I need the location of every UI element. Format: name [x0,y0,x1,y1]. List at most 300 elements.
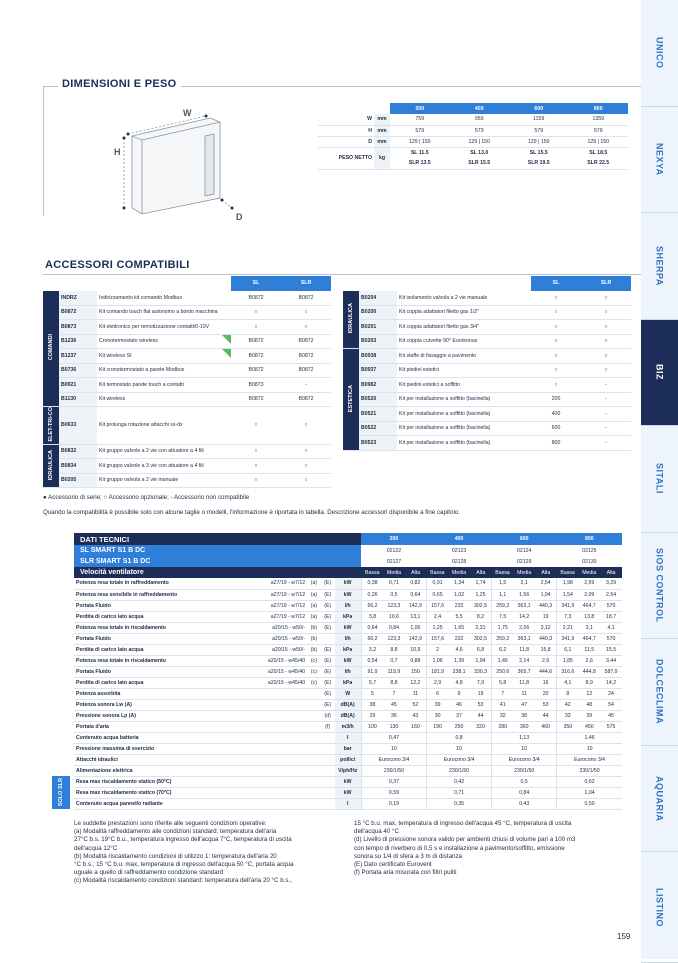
tech-cell: 19 [535,611,557,622]
tech-cell: 38 [513,710,535,721]
sidebar-tab-sitali[interactable] [641,426,678,533]
accessory-code: INDRZ [59,291,97,306]
accessory-code: B0520 [359,392,397,407]
acc-right-header-sl: SL [531,276,581,291]
tech-row-note2: (E) [321,611,335,622]
tech-cell: 13,1 [405,611,427,622]
accessory-row [343,436,631,451]
tech-row-unit: l/h [335,633,361,644]
tech-cell: 232 [448,600,470,611]
speed-media: Media [578,567,600,578]
tech-cell: 4,1 [557,677,579,688]
tech-cell: 157,6 [427,600,449,611]
accessory-code: B0205 [59,473,97,488]
accessory-slr: B0872 [281,392,331,407]
sidebar-tab-unico[interactable] [641,0,678,107]
tech-cell: 47 [513,699,535,710]
tech-row [74,655,622,666]
dim-row-label: H [318,125,374,136]
note-line: (b) Modalità riscaldamento condizioni di utilizzo 1: temperatura dell'aria 20 [74,852,277,860]
accessory-slr: B0872 [281,349,331,364]
accessory-row [43,459,331,474]
tech-row [74,644,622,655]
tech-cell: 302,5 [470,600,492,611]
tech-row-cond: a20/15 - w50/- [245,633,307,644]
tech-cell: 450 [578,721,600,732]
tech-row-unit: kW [335,622,361,633]
accessory-sl: 400 [531,407,581,422]
accessory-row [343,363,631,378]
accessories-table-right [343,276,631,451]
tech-cell: 2,4 [427,611,449,622]
tech-row [74,578,622,589]
tech-cell: 0,84 [492,787,557,798]
accessory-sl: ○ [531,320,581,335]
tech-cell: 1,98 [557,578,579,589]
tech-cell: 2,21 [557,622,579,633]
product-dimension-figure [110,108,250,226]
group-elet-tri-co [43,407,59,445]
tech-cell: 230/1/50 [557,765,622,776]
accessory-row [343,378,631,393]
accessory-slr: - [581,436,631,451]
accessory-code: B0522 [359,421,397,436]
tech-row-unit: V/ph/Hz [335,765,361,776]
accessory-sl: 800 [531,436,581,451]
tech-row-label: Perdita di carico lato acqua [74,611,245,622]
tech-cell: 440,3 [535,633,557,644]
speed-alta: Alta [600,567,622,578]
tech-cell: 0,84 [383,622,405,633]
tech-cell: 330,3 [470,666,492,677]
accessory-desc: Kit per installazione a soffitto (bacinella) [397,421,531,436]
accessory-row [343,320,631,335]
tech-row-note1: (c) [307,677,321,688]
tech-row-cond: a20/15 - w45/40 [245,666,307,677]
sidebar-tab-label: SITALI [654,463,665,495]
speed-bassa: Bassa [557,567,579,578]
accessory-slr: B0872 [281,363,331,378]
tech-row-label: Perdita di carico lato acqua [74,644,245,655]
tech-row-unit: kPa [335,644,361,655]
tech-row-unit: kPa [335,677,361,688]
sidebar-tab-label: DOLCECLIMA [654,659,665,725]
tech-row-label: Potenza resa totale in raffreddamento [74,578,245,589]
tech-row-cond [245,699,307,710]
dim-row [318,136,628,147]
tech-cell: 0,35 [427,798,492,809]
accessory-row [343,421,631,436]
tech-cell: 0,7 [383,655,405,666]
tech-cell: 8,2 [470,611,492,622]
note-line: dell'acqua 12°C [74,844,118,852]
accessory-row [43,334,331,349]
sidebar-tab-label: SHERPA [654,245,665,286]
tech-cell: 18,7 [600,611,622,622]
accessory-sl: B0873 [231,378,281,393]
tech-cell: 7,9 [470,677,492,688]
dimensions-title: DIMENSIONI E PESO [58,78,181,90]
accessory-code: B0921 [59,378,97,393]
tech-merged-row [74,787,622,798]
tech-title: DATI TECNICI [74,533,361,545]
accessory-desc: Kit per installazione a soffitto (bacinella) [397,407,531,422]
tech-cell: 14,2 [600,677,622,688]
accessory-desc: Kit per installazione a soffitto (bacinella) [397,392,531,407]
tech-row-unit: bar [335,743,361,754]
accessory-code: B1130 [59,392,97,407]
tech-cell: 48 [578,699,600,710]
tech-row-note1 [307,710,321,721]
tech-cell: 43 [405,710,427,721]
tech-cell: 4,6 [448,644,470,655]
tech-cell: 157,6 [427,633,449,644]
tech-cell: 36 [383,710,405,721]
wireless-flag-icon [222,349,231,358]
tech-row [74,622,622,633]
tech-cell: 1,5 [492,578,514,589]
sidebar-tab-nexya[interactable] [641,107,678,214]
tech-cell: 230/1/50 [492,765,557,776]
tech-size-200: 200 [361,533,426,545]
accessory-code: B0938 [359,349,397,364]
tech-row-label: Contenuto acqua pannello radiante [74,798,335,809]
page-number: 159 [617,932,631,941]
tech-cell: 1,94 [470,655,492,666]
tech-cell: 259,2 [492,633,514,644]
tech-cell: 10,6 [383,611,405,622]
speed-label: Velocità ventilatore [74,567,361,578]
tech-row-note1: (b) [307,644,321,655]
tech-row-unit: kW [335,655,361,666]
accessory-slr: ○ [581,320,631,335]
dim-cell: 129 | 150 [569,136,629,147]
tech-cell: Eurocono 3/4 [427,754,492,765]
tech-cell: 91,9 [361,666,383,677]
sidebar-tab-label: AQUARIA [654,775,665,821]
notes-right [354,820,624,877]
tech-row-unit: m3/h [335,721,361,732]
accessory-row [343,305,631,320]
accessory-slr: ○ [581,291,631,306]
speed-bassa: Bassa [427,567,449,578]
weight-sl-200: SL 11.5 [410,149,429,156]
wireless-flag-icon [222,335,231,344]
accessory-sl: ○ [531,291,581,306]
tech-merged-row [74,743,622,754]
tech-row-unit: kW [335,787,361,798]
accessory-code: B0736 [59,363,97,378]
code-sl-800: 02125 [582,547,597,554]
dim-cell: 759 [390,114,450,125]
tech-cell: 6,2 [492,644,514,655]
accessory-row [343,349,631,364]
note-line: (E) Dato certificato Eurovent [354,860,432,868]
accessory-slr: B0872 [281,291,331,306]
tech-row-note2: (E) [321,622,335,633]
sidebar-tab-aquaria[interactable] [641,746,678,853]
sidebar-tab-label: BIZ [654,364,665,381]
accessory-row [343,334,631,349]
tech-cell: 440,3 [535,600,557,611]
note-line: uguale a quello di raffreddamento condizione standard [74,869,224,877]
tech-cell: 5,7 [361,677,383,688]
tech-cell: 33 [557,710,579,721]
sidebar-tab-sherpa[interactable] [641,213,678,320]
tech-cell: 37 [448,710,470,721]
tech-cell: 1,74 [470,578,492,589]
tech-row [74,611,622,622]
accessory-sl: 600 [531,421,581,436]
accessory-desc: Kit staffe di fissaggio a pavimento [397,349,531,364]
tech-cell: 0,19 [361,798,426,809]
tech-cell: 0,62 [557,776,622,787]
tech-row-cond: a20/15 - w50/- [245,622,307,633]
tech-size-800: 800 [557,533,622,545]
accessory-code: B0834 [59,459,97,474]
weight-label: PESO NETTO [318,147,374,169]
accessory-sl: ○ [231,459,281,474]
tech-cell: 11,8 [513,677,535,688]
accessory-row [343,291,631,306]
group-label: IDRAULICA [348,303,354,334]
tech-cell: 464,7 [578,633,600,644]
tech-cell: 250,6 [492,666,514,677]
tech-row-note2: (E) [321,699,335,710]
tech-cell: 7,5 [492,611,514,622]
accessory-code: B0203 [359,334,397,349]
accessory-sl: B0872 [231,392,281,407]
tech-cell: 1,34 [448,578,470,589]
dim-cell: 1159 [509,114,569,125]
dim-row-unit: mm [374,114,390,125]
group-idraulica [43,444,59,488]
group-label: IDRAULICA [48,449,54,480]
accessory-slr: ○ [281,473,331,488]
tech-cell: 460 [535,721,557,732]
tech-row-label: Resa max riscaldamento statico (50°C) [74,776,335,787]
sidebar-tab-biz[interactable] [641,320,678,427]
tech-row-unit: dB(A) [335,699,361,710]
tech-cell: 3,8 [361,611,383,622]
weight-sl-800: SL 18.5 [589,149,608,156]
tech-cell: 1,56 [513,589,535,600]
solo-slr-tag [52,776,70,809]
tech-row-note2: (E) [321,600,335,611]
tech-row-cond: a20/15 - w45/40 [245,655,307,666]
accessory-desc: Indirizzamento kit comando Modbus [97,291,231,306]
tech-row-label: Potenza sonora Lw (A) [74,699,245,710]
accessory-code: B0832 [59,444,97,459]
tech-cell: 14,2 [513,611,535,622]
tech-row-cond: a27/19 - w7/12 [245,611,307,622]
tech-cell: 341,9 [557,600,579,611]
tech-cell: 16 [535,677,557,688]
accessory-desc: Kit piedini estetici [397,363,531,378]
tech-row-note2: (E) [321,578,335,589]
accessories-note: Quando la compatibilità è possibile solo con alcune taglie o modelli, l'informazione è riportata in tabella. Descrizione accessori disponibile a fine capitolo. [43,509,461,516]
accessory-desc: Kit coppia adattatori filetto gas 3/4" [397,320,531,335]
group-label: COMANDI [48,334,54,361]
tech-cell: 1,06 [427,655,449,666]
tech-size-600: 600 [492,533,557,545]
tech-cell: 7 [492,688,514,699]
tech-cell: 0,50 [557,798,622,809]
tech-cell: 1,54 [557,589,579,600]
tech-row-note2: (E) [321,677,335,688]
tech-row-label: Portata Fluido [74,600,245,611]
tech-row-unit: l [335,732,361,743]
note-line: con tempo di riverbero di 0,5 s e installazione a pavimento/soffitto, emissione [354,844,565,852]
tech-cell: 3,12 [535,622,557,633]
note-line: (c) Modalità riscaldamento condizioni standard: temperatura dell'aria 20 °C b.s., [74,877,292,885]
tech-cell: 5 [361,688,383,699]
tech-cell: 44 [470,710,492,721]
group-comandi [43,291,59,407]
accessory-code: B1236 [59,334,97,349]
accessory-desc: Kit wireless SI [97,349,231,364]
tech-cell: 7 [383,688,405,699]
accessory-sl: B0872 [231,363,281,378]
note-line: sonora su 1/4 di sfera a 3 m di distanza [354,852,462,860]
accessories-rule [43,274,641,275]
tech-cell: 1,25 [427,622,449,633]
tech-row-label: Portata Fluido [74,633,245,644]
tech-cell: 45 [383,699,405,710]
tech-row-label: Portata d'aria [74,721,245,732]
accessory-desc: Kit cronotermostato a parete Modbus [97,363,231,378]
tech-merged-row [74,798,622,809]
tech-cell: 280 [492,721,514,732]
speed-alta: Alta [470,567,492,578]
accessory-sl: ○ [531,305,581,320]
sidebar-tab-label: UNICO [654,37,665,69]
dim-row [318,125,628,136]
tech-cell: 1,1 [492,589,514,600]
accessory-code: B0982 [359,378,397,393]
tech-row-note1: (c) [307,655,321,666]
tech-row-note1: (a) [307,611,321,622]
tech-row-label: Resa max riscaldamento statico (70°C) [74,787,335,798]
tech-cell: 38 [361,699,383,710]
tech-cell: 4,8 [448,677,470,688]
accessory-code: B0523 [359,436,397,451]
tech-cell: 5,8 [492,677,514,688]
dim-cell: 579 [450,125,510,136]
accessory-row [43,378,331,393]
tech-cell: 238,1 [448,666,470,677]
tech-cell: 1,94 [535,589,557,600]
tech-cell: 1,13 [492,732,557,743]
dim-row-label: W [318,114,374,125]
tech-cell: 10,9 [405,644,427,655]
accessory-slr: ○ [581,305,631,320]
accessory-code: B0937 [359,363,397,378]
tech-cell: 575 [600,721,622,732]
dim-row-unit: mm [374,136,390,147]
tech-cell: 0,91 [427,578,449,589]
tech-row-label: Potenza resa totale in riscaldamento [74,622,245,633]
tech-cell: 39 [578,710,600,721]
sidebar-tab-listino[interactable] [641,852,678,963]
tech-row-note1: (c) [307,666,321,677]
tech-cell: 363,1 [513,600,535,611]
tech-cell: 230/1/50 [427,765,492,776]
note-line: (f) Portata aria misurata con filtri puliti [354,869,457,877]
tech-cell: 29 [361,710,383,721]
speed-media: Media [383,567,405,578]
accessory-desc: Kit piedini estetici a soffitto [397,378,531,393]
accessory-row [43,291,331,306]
tech-cell: 10 [361,743,426,754]
accessory-sl: ○ [531,349,581,364]
accessory-code: B0201 [359,320,397,335]
tech-row-unit: kPa [335,611,361,622]
accessory-desc: Kit elettronico per remotizzazione contatti/0-10V [97,320,231,335]
accessory-code: B0633 [59,407,97,445]
tech-cell: 3,1 [578,622,600,633]
accessory-row [43,305,331,320]
tech-row-note2: (E) [321,688,335,699]
sidebar-tab-sios-control[interactable] [641,533,678,640]
tech-cell: 10 [427,743,492,754]
tech-row-note1 [307,699,321,710]
tech-cell: 41 [492,699,514,710]
speed-bassa: Bassa [361,567,383,578]
accessory-slr: - [281,378,331,393]
tech-row-note2: (d) [321,710,335,721]
tech-cell: 570 [600,600,622,611]
tech-cell: 6,1 [557,644,579,655]
accessory-slr: ○ [281,407,331,445]
accessory-code: B0872 [59,305,97,320]
tech-row-label: Potenza resa totale in riscaldamento [74,655,245,666]
accessory-slr: ○ [281,320,331,335]
accessory-row [43,349,331,364]
tech-cell: 0,54 [361,655,383,666]
accessory-slr: - [581,421,631,436]
tech-cell: 0,37 [361,776,426,787]
tech-cell: 123,3 [383,633,405,644]
tech-row-note2: (E) [321,655,335,666]
tech-row-unit: kW [335,589,361,600]
tech-row-unit: l/h [335,666,361,677]
tech-cell: Eurocono 3/4 [557,754,622,765]
tech-cell: 19 [470,688,492,699]
accessory-desc: Kit coppia curvette 90° Eurokonus [397,334,531,349]
accessory-desc: Kit isolamento valvola a 2 vie manuale [397,291,531,306]
tech-row-note2: (E) [321,666,335,677]
tech-row-label: Perdita di carico lato acqua [74,677,245,688]
tech-row-cond: a27/19 - w7/12 [245,578,307,589]
accessory-row [43,392,331,407]
tech-cell: 0,88 [405,655,427,666]
accessory-sl: ○ [231,444,281,459]
tech-row [74,633,622,644]
tech-cell: 10 [557,743,622,754]
accessory-sl: ○ [531,334,581,349]
sidebar-tab-dolceclima[interactable] [641,639,678,746]
tech-cell: 53 [470,699,492,710]
tech-cell: 8,8 [383,677,405,688]
tech-row-unit: kW [335,578,361,589]
accessory-sl: B0872 [231,349,281,364]
tech-cell: 2,54 [600,589,622,600]
tech-merged-row [74,776,622,787]
tech-cell: 123,3 [383,600,405,611]
note-line: Le suddette prestazioni sono riferite alle seguenti condizioni operative: [74,820,267,827]
tech-cell: 2,56 [513,622,535,633]
